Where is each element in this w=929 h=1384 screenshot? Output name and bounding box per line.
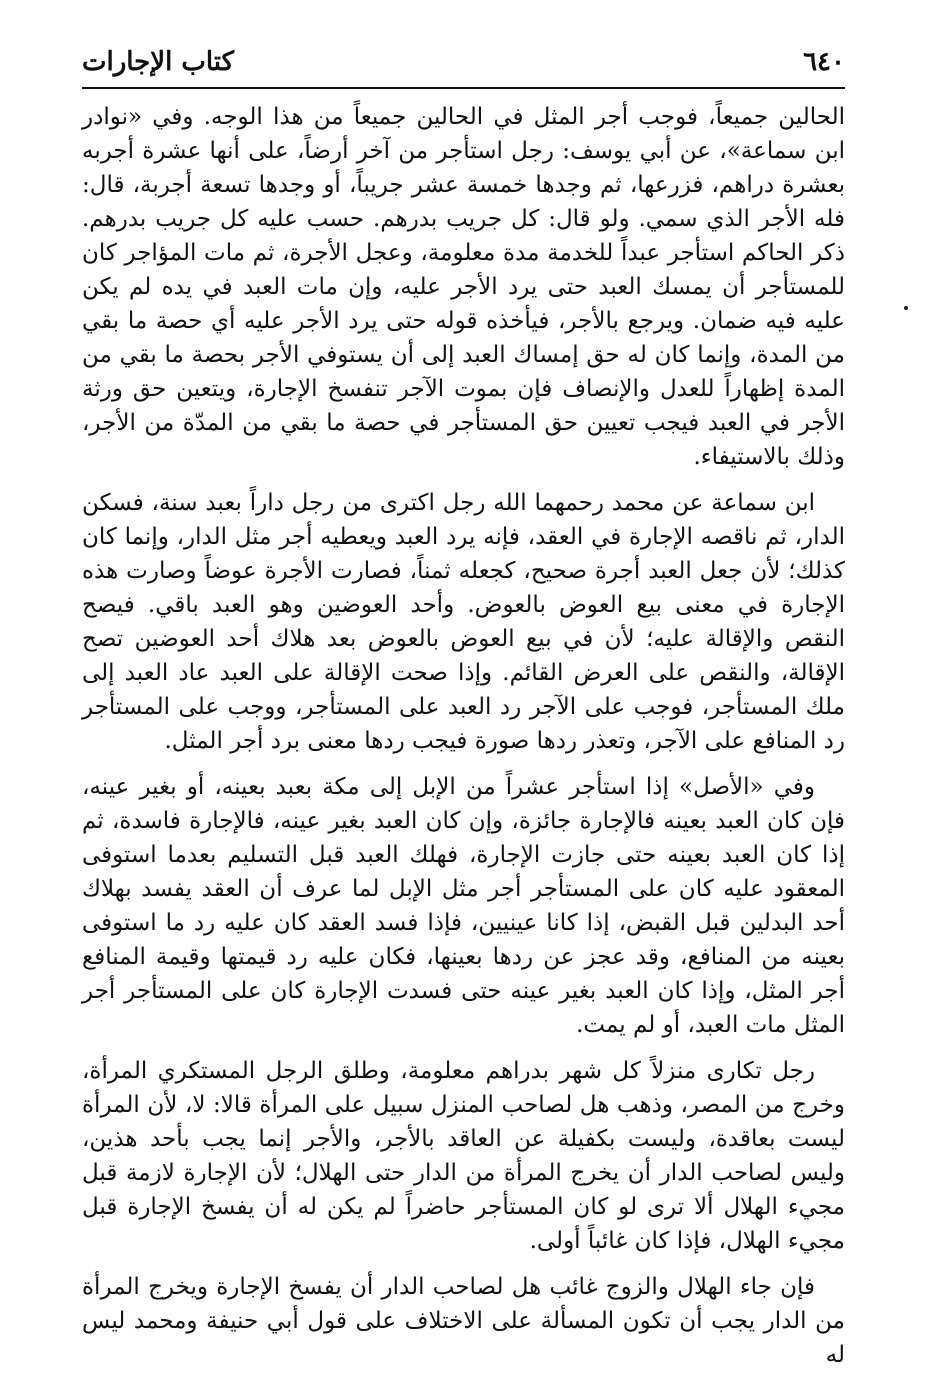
margin-mark [904, 306, 908, 310]
paragraph-2: ابن سماعة عن محمد رحمهما الله رجل اكترى من رجل داراً بعبد سنة، فسكن الدار، ثم ناقصه الإجارة في العقد، فإنه يرد العبد ويعطيه أجر مثل الدار، وإنما كان كذلك؛ لأن جعل العبد أجرة صحيح، كجعله ثمناً، فصارت الأجرة عوضاً وصارت هذه الإجارة في معنى بيع العوض بالعوض. وأحد العوضين وهو العبد باقي. فيصح النقص والإقالة عليه؛ لأن في بيع العوض بالعوض بعد هلاك أحد العوضين تصح الإقالة، والنقص على العرض القائم. وإذا صحت الإقالة على العبد عاد العبد إلى ملك المستأجر، فوجب على الآجر رد العبد على المستأجر، ووجب على المستأجر رد المنافع على الآجر، وتعذر ردها صورة فيجب ردها معنى برد أجر المثل. [82, 490, 845, 754]
paragraph-1: الحالين جميعاً، فوجب أجر المثل في الحالين جميعاً من هذا الوجه. وفي «نوادر ابن سماعة»، عن أبي يوسف: رجل استأجر من آخر أرضاً، على أنها عشرة أجربه بعشرة دراهم، فزرعها، ثم وجدها خمسة عشر جريباً، أو وجدها تسعة أجربة، قال: فله الأجر الذي سمي. ولو قال: كل جريب بدرهم. حسب عليه كل جريب بدرهم. ذكر الحاكم استأجر عبداً للخدمة مدة معلومة، وعجل الأجرة، ثم مات المؤاجر كان للمستأجر أن يمسك العبد حتى يرد الأجر عليه، وإن مات العبد في يده لم يكن عليه فيه ضمان. ويرجع بالأجر، فيأخذه قوله حتى يرد الأجر عليه أي حصة ما بقي من المدة، وإنما كان له حق إمساك العبد إلى أن يستوفي الأجر بحصة ما بقي من المدة إظهاراً للعدل والإنصاف فإن بموت الآجر تنفسخ الإجارة، ويتعين حق ورثة الأجر في العبد فيجب تعيين حق المستأجر في حصة ما بقي من المدّة من الأجر، وذلك بالاستيفاء. [82, 104, 845, 470]
paragraph-3: وفي «الأصل» إذا استأجر عشراً من الإبل إلى مكة بعبد بعينه، أو بغير عينه، فإن كان العبد بعينه فالإجارة جائزة، وإن كان العبد بغير عينه، فالإجارة فاسدة، ثم إذا كان العبد بعينه حتى جازت الإجارة، فهلك العبد قبل التسليم بعدما استوفى المعقود عليه كان على المستأجر أجر مثل الإبل لما عرف أن العقد يفسد بهلاك أحد البدلين قبل القبض، إذا كانا عينيين، فإذا فسد العقد كان عليه رد ما استوفى بعينه من المنافع، وقد عجز عن ردها بعينها، فكان عليه رد قيمتها وقيمة المنافع أجر المثل، وإذا كان العبد بغير عينه حتى فسدت الإجارة كان على المستأجر أجر المثل مات العبد، أو لم يمت. [82, 774, 845, 1038]
header-divider [82, 87, 845, 89]
body-text [82, 100, 845, 1384]
paragraph-4: رجل تكارى منزلاً كل شهر بدراهم معلومة، وطلق الرجل المستكري المرأة، وخرج من المصر، وذهب هل لصاحب المنزل سبيل على المرأة قالا: لا، لأن المرأة ليست بعاقدة، وليست بكفيلة عن العاقد بالأجر، والأجر إنما يجب بأحد هذين، وليس لصاحب الدار أن يخرج المرأة من الدار حتى الهلال؛ لأن الإجارة لازمة قبل مجيء الهلال ألا ترى لو كان المستأجر حاضراً لم يكن له أن يفسخ الإجارة قبل مجيء الهلال، فإذا كان غائباً أولى. [82, 1058, 845, 1254]
page-header [82, 44, 845, 84]
book-title: كتاب الإجارات [82, 47, 234, 77]
paragraph-5: فإن جاء الهلال والزوج غائب هل لصاحب الدار أن يفسخ الإجارة ويخرج المرأة من الدار يجب أن تكون المسألة على الاختلاف على قول أبي حنيفة ومحمد ليس له [82, 1274, 845, 1368]
page-number: ٦٤٠ [803, 47, 845, 77]
